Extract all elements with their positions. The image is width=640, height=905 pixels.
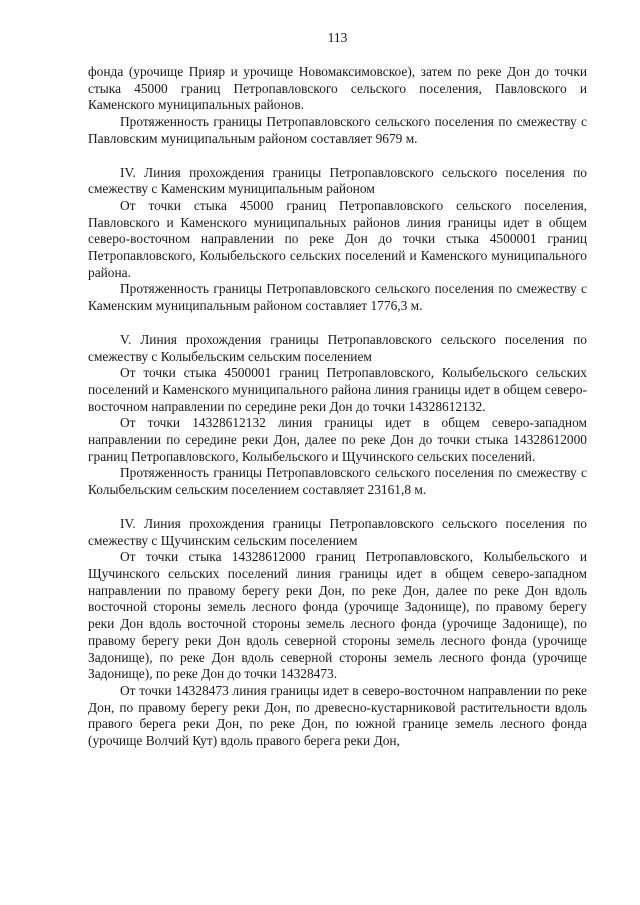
paragraph-length-pavlovsk: Протяженность границы Петропавловского сельского поселения по смежеству с Павловским муниципальным районом составляет 9679 м.	[88, 114, 587, 146]
paragraph-shchuchinsk-route-2: От точки 14328473 линия границы идет в северо-восточном направлении по реке Дон, по правому берегу реки Дон, по древесно-кустарниковой растительности вдоль правого берега реки Дон, по реке Дон, по южной границе земель лесного фонда (урочище Волчий Кут) вдоль правого берега реки Дон,	[88, 682, 587, 749]
page-number: 113	[327, 30, 348, 45]
section-heading-kamensk: IV. Линия прохождения границы Петропавловского сельского поселения по смежеству с Каменским муниципальным районом	[88, 164, 587, 197]
paragraph-kolybelsk-route-2: От точки 14328612132 линия границы идет в общем северо-западном направлении по середине реки Дон, далее по реке Дон до точки стыка 14328612000 границ Петропавловского, Колыбельского и Щучинского сельских поселений.	[88, 415, 587, 464]
paragraph-kamensk-route: От точки стыка 45000 границ Петропавловского сельского поселения, Павловского и Каменского муниципальных районов линия границы идет в общем северо-восточном направлении по реке Дон до точки стыка 4500001 границ Петропавловского, Колыбельского сельских поселений и Каменского муниципального района.	[88, 197, 587, 280]
paragraph-shchuchinsk-route-1: От точки стыка 14328612000 границ Петропавловского, Колыбельского и Щучинского сельских поселений линия границы идет в общем северо-западном направлении по правому берегу реки Дон, по реке Дон, далее по реке Дон вдоль восточной стороны земель лесного фонда (урочище Задонище), по правому берегу реки Дон вдоль восточной стороны земель лесного фонда (урочище Задонище), по правому берегу реки Дон вдоль северной стороны земель лесного фонда (урочище Задонище), по реке Дон вдоль северной стороны земель лесного фонда (урочище Задонище), по реке Дон до точки 14328473.	[88, 549, 587, 682]
paragraph-continuation: фонда (урочище Прияр и урочище Новомаксимовское), затем по реке Дон до точки стыка 45000 границ Петропавловского сельского поселения, Павловского и Каменского муниципальных районов.	[88, 64, 587, 113]
paragraph-length-kamensk: Протяженность границы Петропавловского сельского поселения по смежеству с Каменским муниципальным районом составляет 1776,3 м.	[88, 281, 587, 314]
section-heading-shchuchinsk: IV. Линия прохождения границы Петропавловского сельского поселения по смежеству с Щучинским сельским поселением	[88, 515, 587, 548]
paragraph-length-kolybelsk: Протяженность границы Петропавловского сельского поселения по смежеству с Колыбельским сельским поселением составляет 23161,8 м.	[88, 465, 587, 498]
section-heading-kolybelsk: V. Линия прохождения границы Петропавловского сельского поселения по смежеству с Колыбельским сельским поселением	[88, 331, 587, 364]
paragraph-kolybelsk-route-1: От точки стыка 4500001 границ Петропавловского, Колыбельского сельских поселений и Каменского муниципального района линия границы идет в общем северо-восточном направлении по середине реки Дон до точки 14328612132.	[88, 365, 587, 414]
